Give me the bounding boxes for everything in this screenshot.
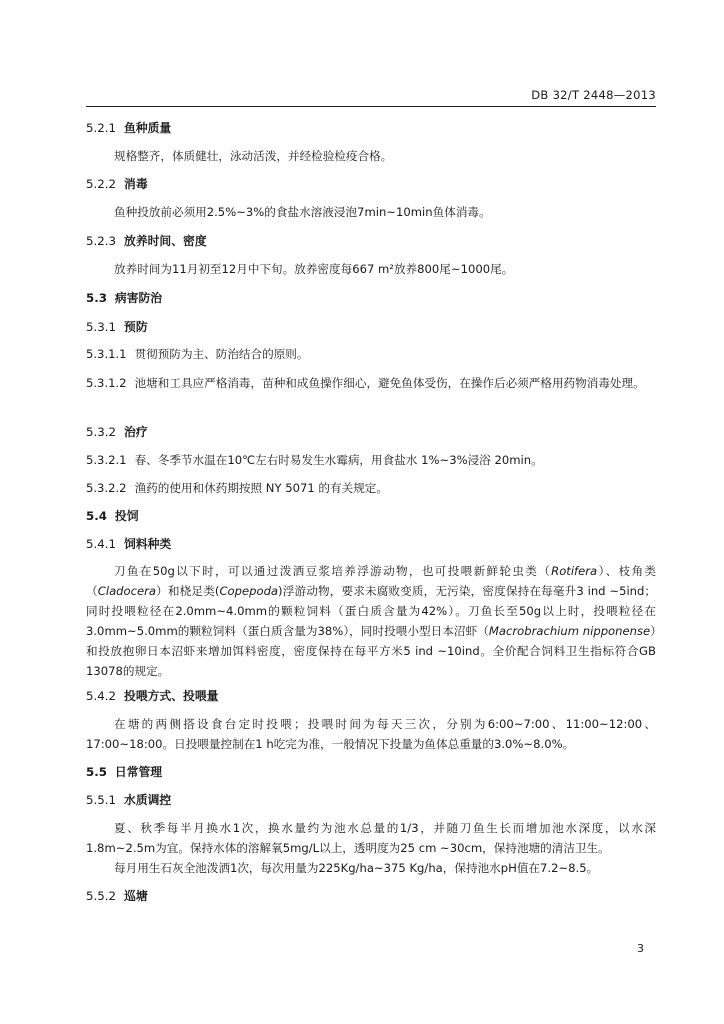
heading-5-3-1: 5.3.1 预防 (86, 320, 148, 334)
numbered-paragraph: 5.3.1.2 池塘和工具应严格消毒，苗种和成鱼操作细心，避免鱼体受伤，在操作后必须严格用药物消毒处理。 (86, 376, 645, 390)
heading-5-4-1: 5.4.1 饲料种类 (86, 537, 172, 551)
numbered-paragraph: 5.3.2.2 渔药的使用和休药期按照 NY 5071 的有关规定。 (86, 481, 388, 495)
numbered-paragraph: 5.3.2.1 春、冬季节水温在10℃左右时易发生水霉病，用食盐水 1%~3%浸浴 20min。 (86, 453, 543, 467)
heading-5-2-1: 5.2.1 鱼种质量 (86, 121, 172, 135)
numbered-paragraph: 5.3.1.1 贯彻预防为主、防治结合的原则。 (86, 347, 309, 361)
heading-5-3-2: 5.3.2 治疗 (86, 425, 148, 439)
paragraph: 每月用生石灰全池泼洒1次，每次用量为225Kg/ha~375 Kg/ha，保持池水pH值在7.2~8.5。 (114, 861, 599, 875)
standard-code: DB 32/T 2448—2013 (531, 88, 656, 102)
heading-5-2-2: 5.2.2 消毒 (86, 177, 148, 191)
heading-5-2-3: 5.2.3 放养时间、密度 (86, 234, 207, 248)
heading-5-5-1: 5.5.1 水质调控 (86, 793, 172, 807)
page-number: 3 (637, 942, 644, 955)
paragraph: 夏、秋季每半月换水1次，换水量约为池水总量的1/3，并随刀鱼生长而增加池水深度，以水深1.8m~2.5m为宜。保持水体的溶解氧5mg/L以上，透明度为25 cm ~30cm，保持池塘的清洁卫生。 (86, 821, 656, 855)
heading-5-4: 5.4 投饲 (86, 509, 139, 523)
header-rule (86, 106, 656, 107)
feed-paragraph: 刀鱼在50g以下时，可以通过泼洒豆浆培养浮游动物，也可投喂新鲜轮虫类（Rotifera）、枝角类（Cladocera）和桡足类(Copepoda)浮游动物，要求未腐败变质，无污染，密度保持在每毫升3 ind ~5ind；同时投喂粒径在2.0mm~4.0mm的颗粒饲料（蛋白质含量为42%）。刀鱼长至50g以上时，投喂粒径在3.0mm~5.0mm的颗粒饲料（蛋白质含量为38%），同时投喂小型日本沼虾（Macrobrachium nipponense）和投放抱卵日本沼虾来增加饵料密度，密度保持在每平方米5 ind ~10ind。全价配合饲料卫生指标符合GB 13078的规定。 (86, 564, 656, 678)
paragraph: 在塘的两侧搭设食台定时投喂；投喂时间为每天三次，分别为6:00~7:00、11:00~12:00、17:00~18:00。日投喂量控制在1 h吃完为准，一般情况下投量为鱼体总重量的3.0%~8.0%。 (86, 717, 656, 751)
heading-5-4-2: 5.4.2 投喂方式、投喂量 (86, 689, 219, 703)
paragraph: 鱼种投放前必须用2.5%~3%的食盐水溶液浸泡7min~10min鱼体消毒。 (114, 205, 491, 219)
heading-5-3: 5.3 病害防治 (86, 291, 163, 305)
heading-5-5: 5.5 日常管理 (86, 765, 163, 779)
paragraph: 放养时间为11月初至12月中下旬。放养密度每667 m²放养800尾~1000尾。 (114, 262, 514, 276)
heading-5-5-2: 5.5.2 巡塘 (86, 889, 148, 903)
paragraph: 规格整齐，体质健壮，泳动活泼，并经检验检疫合格。 (114, 149, 393, 163)
